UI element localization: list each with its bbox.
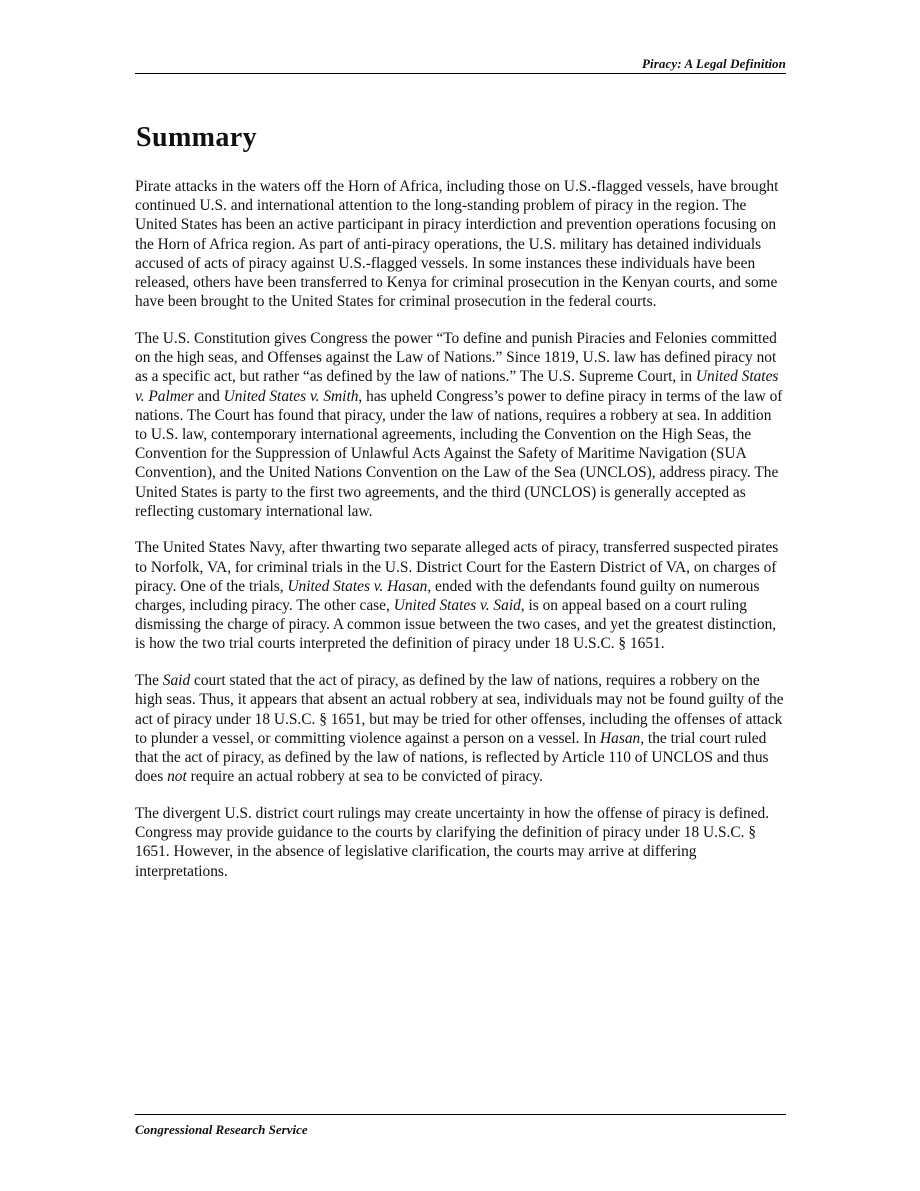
emphasis-not: not bbox=[167, 768, 187, 786]
case-name-said: United States v. Said, bbox=[393, 597, 525, 615]
summary-body bbox=[135, 177, 785, 898]
footer-text: Congressional Research Service bbox=[135, 1122, 308, 1137]
paragraph-3 bbox=[135, 538, 785, 653]
text-run: , ended with the defendants found guilty on numerous charges, including piracy. The other case, bbox=[135, 577, 760, 615]
case-name-hasan: United States v. Hasan bbox=[287, 577, 428, 595]
text-run: is on appeal based on a court ruling dismissing the charge of piracy. A common issue between the two cases, and yet the greatest distinction, is how the two trial courts interpreted the definition of piracy under 18 U.S.C. § 1651. bbox=[135, 597, 777, 653]
paragraph-2 bbox=[135, 329, 785, 521]
text-run: Pirate attacks in the waters off the Horn of Africa, including those on U.S.-flagged vessels, have brought continued U.S. and international attention to the long-standing problem of piracy in the region. The United States has been an active participant in piracy interdiction and prevention operations focusing on the Horn of Africa region. As part of anti-piracy operations, the U.S. military has detained individuals accused of acts of piracy against U.S.-flagged vessels. In some instances these individuals have been released, others have been transferred to Kenya for criminal prosecution in the Kenyan courts, and some have been brought to the United States for criminal prosecution in the federal courts. bbox=[135, 178, 779, 311]
text-run: The bbox=[135, 672, 163, 690]
header-title: Piracy: A Legal Definition bbox=[641, 56, 786, 71]
text-run: court stated that the act of piracy, as defined by the law of nations, requires a robbery on the high seas. Thus, it appears that absent an actual robbery at sea, individuals may not be found guilty of the act of piracy under 18 U.S.C. § 1651, but may be tried for other offenses, including the offenses of attack to plunder a vessel, or committing violence against a person on a vessel. In bbox=[135, 672, 784, 747]
case-name-said: Said bbox=[162, 672, 191, 690]
text-run: The divergent U.S. district court rulings may create uncertainty in how the offense of piracy is defined. Congress may provide guidance to the courts by clarifying the definition of piracy under 18 U.S.C. § 1651. However, in the absence of legislative clarification, the courts may arrive at differing interpretations. bbox=[135, 804, 770, 880]
text-run: The U.S. Constitution gives Congress the power “To define and punish Piracies and Felonies committed on the high seas, and Offenses against the Law of Nations.” Since 1819, U.S. law has defined piracy not as a specific act, but rather “as defined by the law of nations.” The U.S. Supreme Court, in bbox=[135, 329, 777, 386]
running-footer bbox=[135, 1114, 786, 1139]
case-name-palmer: United States v. Palmer bbox=[135, 368, 779, 405]
text-run: , the trial court ruled that the act of piracy, as defined by the law of nations, is reflected by Article 110 of UNCLOS and thus does bbox=[135, 729, 769, 786]
text-run: The United States Navy, after thwarting two separate alleged acts of piracy, transferred suspected pirates to Norfolk, VA, for criminal trials in the U.S. District Court for the Eastern District of VA, on charges of piracy. One of the trials, bbox=[135, 539, 779, 595]
page-title: Summary bbox=[136, 122, 258, 153]
paragraph-5 bbox=[135, 804, 785, 881]
text-run: and bbox=[193, 387, 224, 405]
text-run: require an actual robbery at sea to be convicted of piracy. bbox=[186, 768, 543, 786]
paragraph-4 bbox=[135, 671, 785, 786]
case-name-smith: United States v. Smith bbox=[223, 387, 359, 405]
text-run: , has upheld Congress’s power to define piracy in terms of the law of nations. The Court has found that piracy, under the law of nations, requires a robbery at sea. In addition to U.S. law, contemporary international agreements, including the Convention on the High Seas, the Convention for the Suppression of Unlawful Acts Against the Safety of Maritime Navigation (SUA Convention), and the United Nations Convention on the Law of the Sea (UNCLOS), address piracy. The United States is party to the first two agreements, and the third (UNCLOS) is generally accepted as reflecting customary international law. bbox=[135, 387, 783, 520]
paragraph-1 bbox=[135, 177, 785, 311]
running-header bbox=[135, 56, 786, 74]
case-name-hasan: Hasan bbox=[600, 729, 641, 747]
